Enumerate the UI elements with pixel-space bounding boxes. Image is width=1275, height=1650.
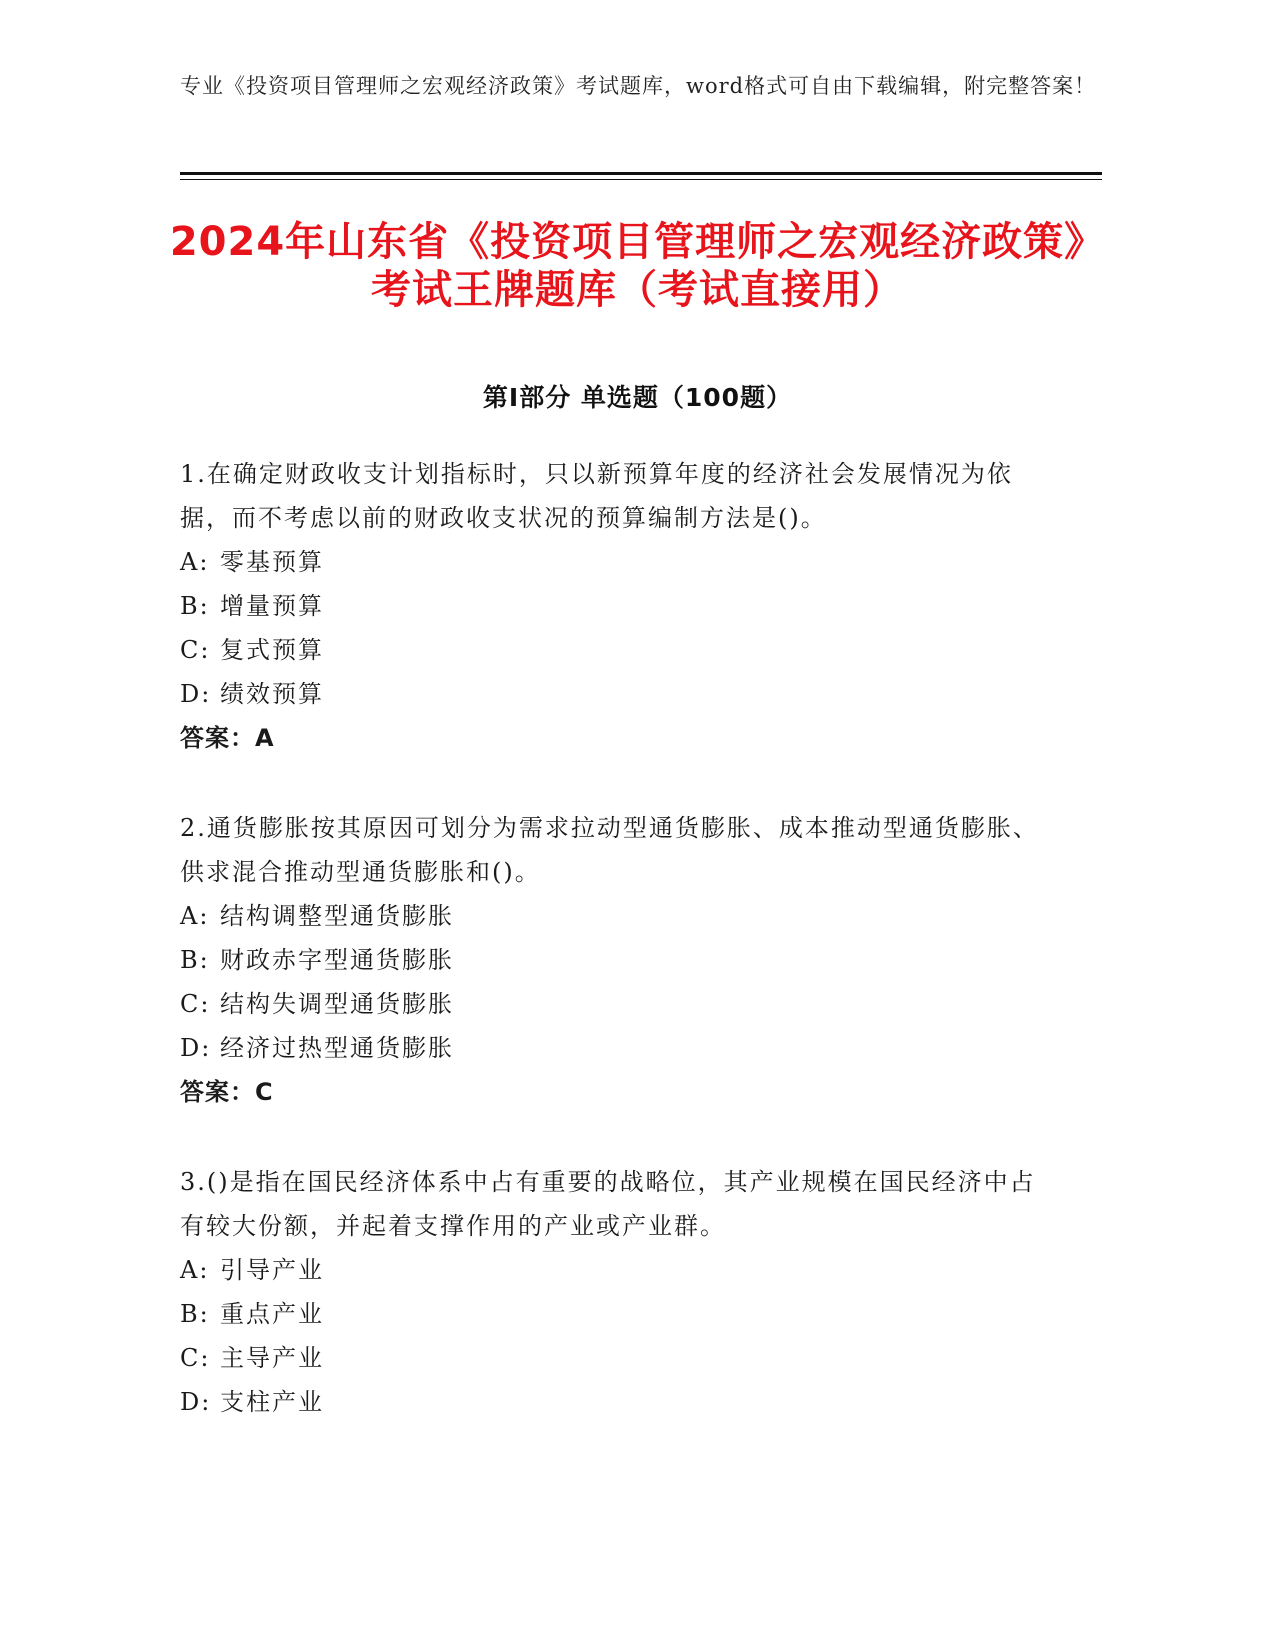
header-rule-thick: [180, 172, 1102, 175]
question-3: [180, 1160, 1060, 1424]
option-text: 增量预算: [220, 592, 324, 620]
option-text: 引导产业: [220, 1256, 324, 1284]
question-stem: 2.通货膨胀按其原因可划分为需求拉动型通货膨胀、成本推动型通货膨胀、供求混合推动型通货膨胀和()。: [180, 814, 1039, 886]
question-2: [180, 806, 1060, 1114]
option-a: [180, 1248, 1060, 1292]
option-text: 零基预算: [220, 548, 324, 576]
option-text: 主导产业: [220, 1344, 324, 1372]
answer: 答案：C: [180, 1078, 274, 1106]
option-d: [180, 1380, 1060, 1424]
option-letter: B:: [180, 592, 210, 620]
option-c: [180, 628, 1060, 672]
option-d: [180, 1026, 1060, 1070]
option-letter: A:: [180, 1256, 210, 1284]
option-a: [180, 894, 1060, 938]
option-text: 结构调整型通货膨胀: [220, 902, 454, 930]
question-1: [180, 452, 1060, 760]
question-stem: 1.在确定财政收支计划指标时，只以新预算年度的经济社会发展情况为依据，而不考虑以前的财政收支状况的预算编制方法是()。: [180, 460, 1013, 532]
question-list: [180, 452, 1060, 1470]
option-b: [180, 584, 1060, 628]
option-letter: D:: [180, 680, 212, 708]
option-letter: C:: [180, 1344, 211, 1372]
header-rule-thin: [180, 179, 1102, 180]
option-letter: B:: [180, 1300, 210, 1328]
question-stem: 3.()是指在国民经济体系中占有重要的战略位，其产业规模在国民经济中占有较大份额，并起着支撑作用的产业或产业群。: [180, 1168, 1036, 1240]
option-text: 财政赤字型通货膨胀: [220, 946, 454, 974]
option-text: 绩效预算: [220, 680, 324, 708]
option-c: [180, 982, 1060, 1026]
option-text: 复式预算: [220, 636, 324, 664]
header-note: 专业《投资项目管理师之宏观经济政策》考试题库，word格式可自由下载编辑，附完整答案！: [180, 74, 1097, 98]
section-title: 第Ⅰ部分 单选题（100题）: [482, 383, 793, 412]
option-a: [180, 540, 1060, 584]
option-letter: C:: [180, 636, 211, 664]
option-text: 支柱产业: [220, 1388, 324, 1416]
option-letter: A:: [180, 548, 210, 576]
option-letter: D:: [180, 1388, 212, 1416]
option-d: [180, 672, 1060, 716]
option-letter: A:: [180, 902, 210, 930]
option-letter: B:: [180, 946, 210, 974]
option-c: [180, 1336, 1060, 1380]
option-letter: D:: [180, 1034, 212, 1062]
option-b: [180, 1292, 1060, 1336]
answer: 答案：A: [180, 724, 275, 752]
option-text: 经济过热型通货膨胀: [220, 1034, 454, 1062]
option-text: 重点产业: [220, 1300, 324, 1328]
option-text: 结构失调型通货膨胀: [220, 990, 454, 1018]
option-letter: C:: [180, 990, 211, 1018]
document-title: 2024年山东省《投资项目管理师之宏观经济政策》考试王牌题库（考试直接用）: [169, 219, 1106, 313]
option-b: [180, 938, 1060, 982]
